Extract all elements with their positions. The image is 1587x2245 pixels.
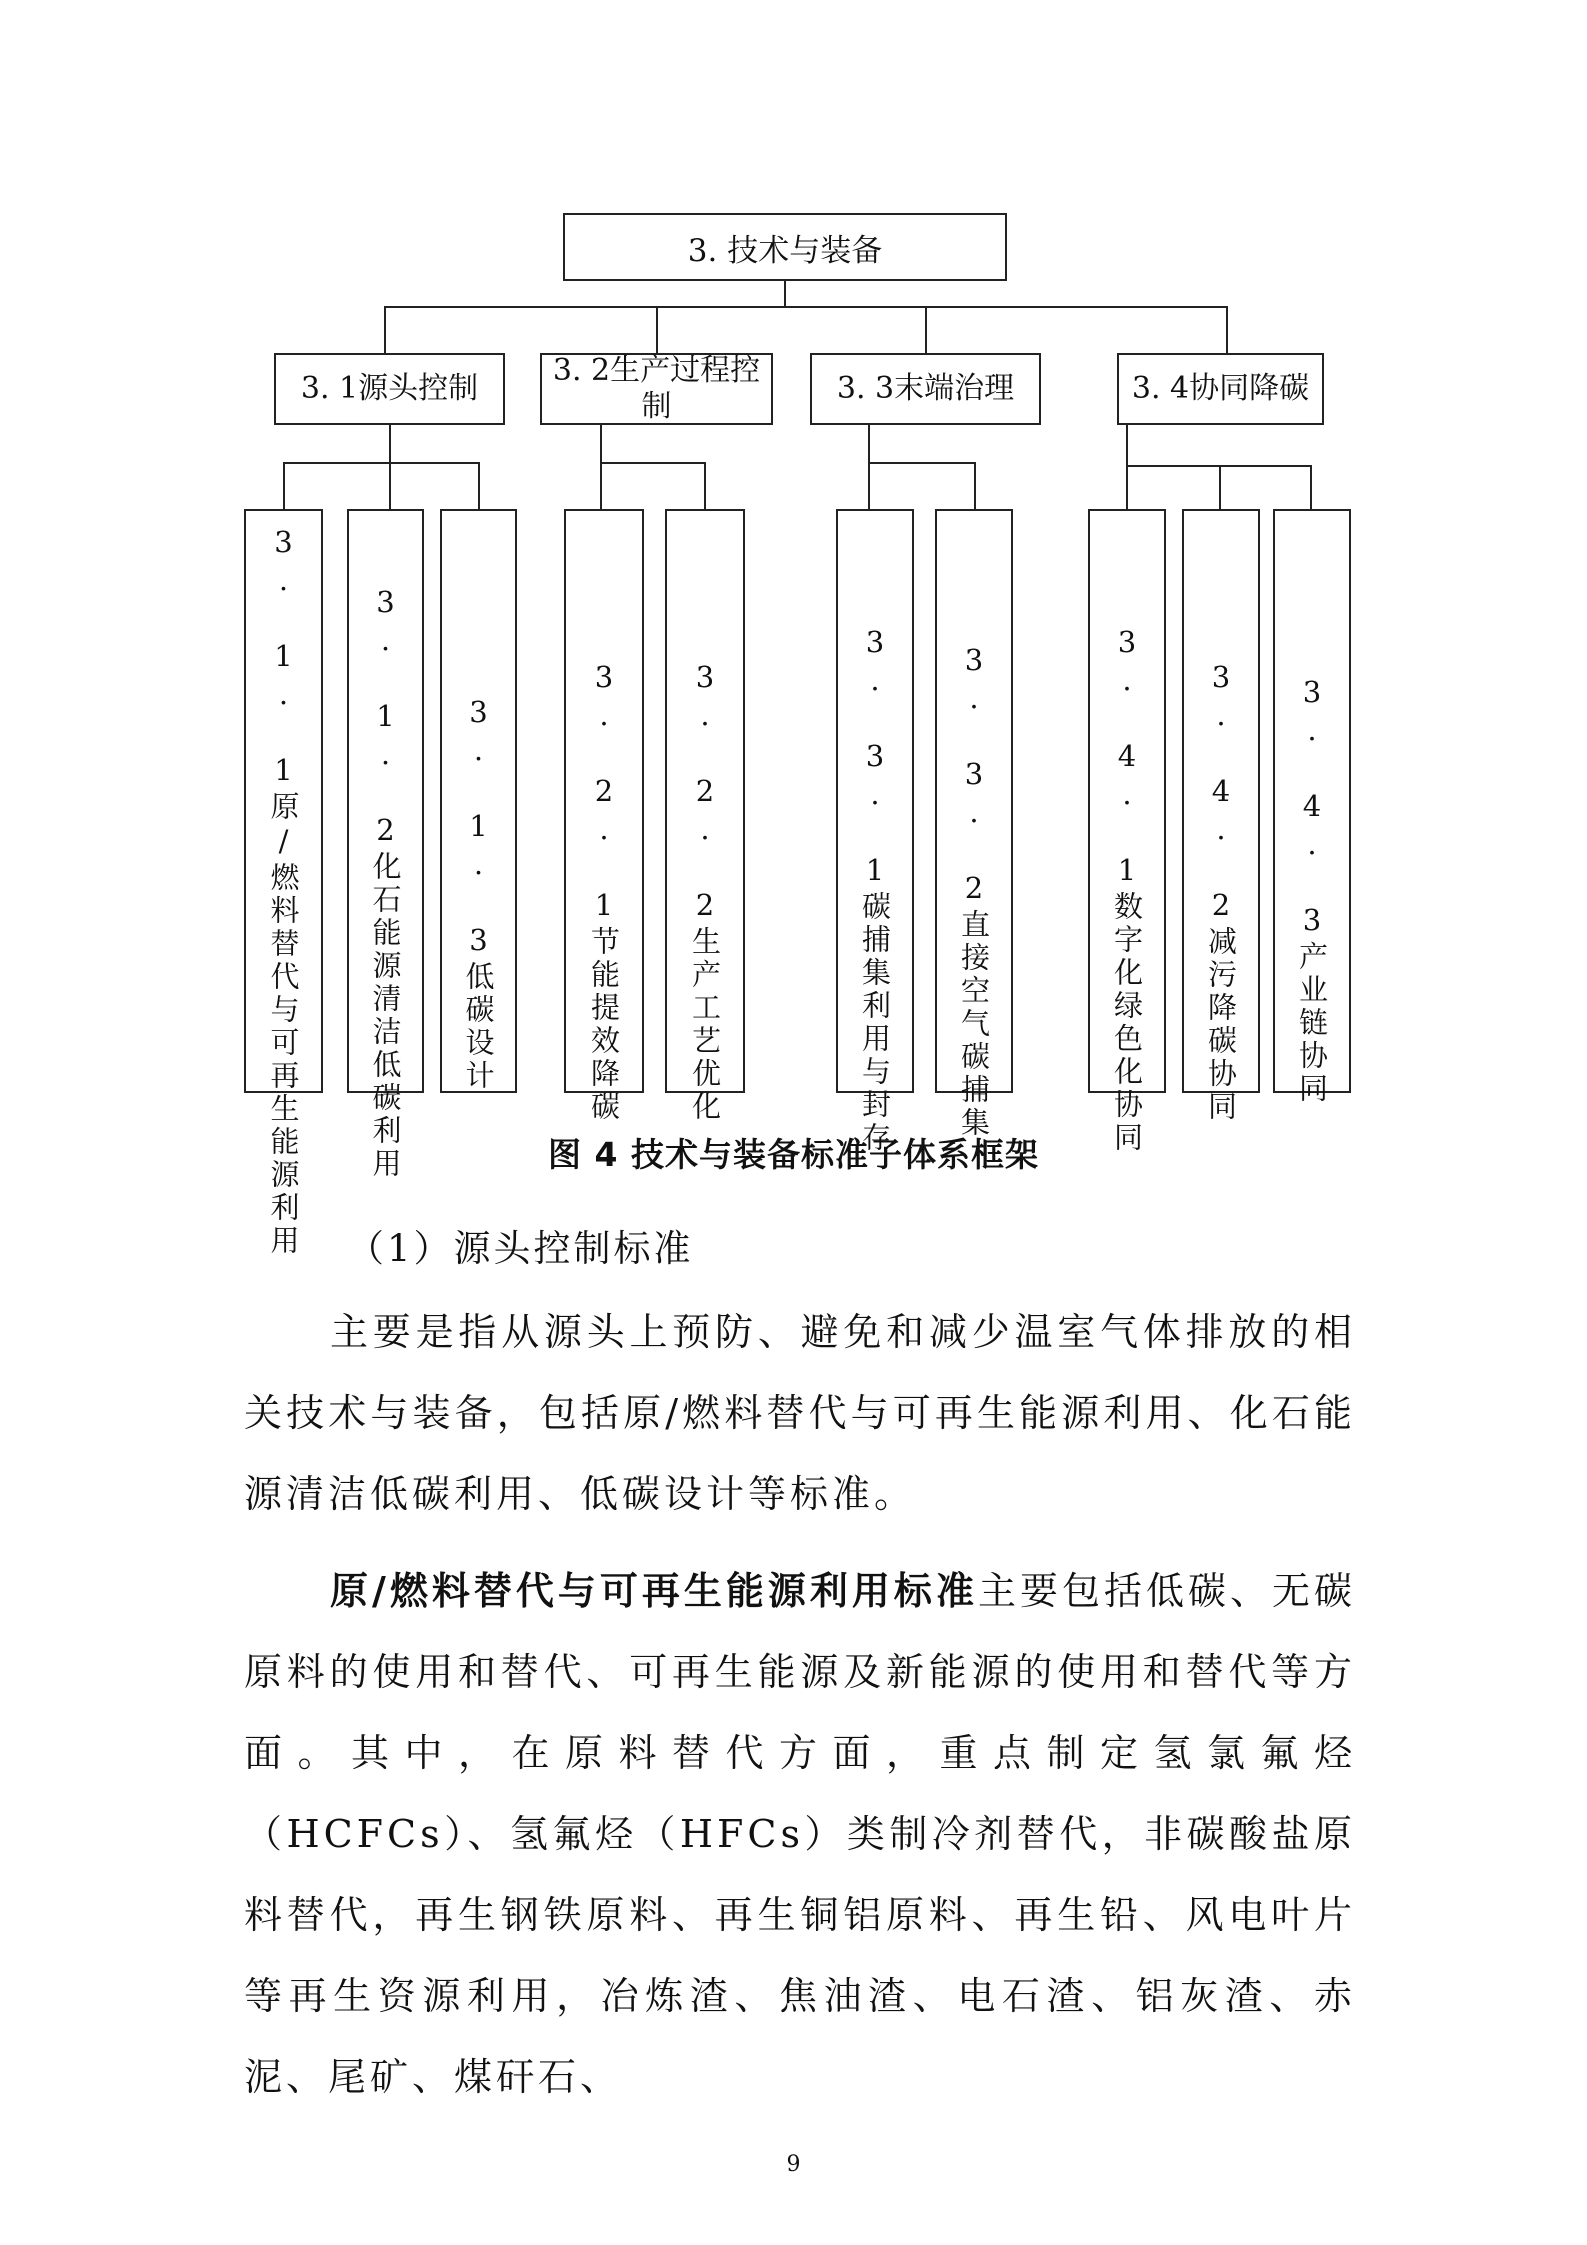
leaf-node	[244, 509, 323, 1258]
connector	[1126, 425, 1128, 509]
connector	[868, 425, 870, 509]
connector	[1219, 465, 1221, 509]
connector	[283, 462, 285, 509]
paragraph: 主要是指从源头上预防、避免和减少温室气体排放的相关技术与装备，包括原/燃料替代与可再生能源利用、化石能源清洁低碳利用、低碳设计等标准。	[244, 1310, 1356, 1516]
leaf-node-label: 3. 1. 3低碳设计	[461, 695, 496, 1093]
leaf-node	[440, 509, 517, 1093]
leaf-node-label: 3. 2. 1节能提效降碳	[587, 660, 621, 1124]
connector	[283, 462, 480, 464]
leaf-node-label: 3. 2. 2生产工艺优化	[688, 660, 722, 1124]
paragraph-text: 主要包括低碳、无碳原料的使用和替代、可再生能源及新能源的使用和替代等方面。其中，在原料替代方面，重点制定氢氯氟烃（HCFCs）、氢氟烃（HFCs）类制冷剂替代，非碳酸盐原料替代，再生钢铁原料、再生铜铝原料、再生铅、风电叶片等再生资源利用，冶炼渣、焦油渣、电石渣、铝灰渣、赤泥、尾矿、煤矸石、	[244, 1569, 1356, 2099]
leaf-node-label: 3. 4. 2减污降碳协同	[1204, 660, 1238, 1124]
leaf-node-label: 3. 1. 1原/燃料替代与可再生能源利用	[266, 525, 301, 1258]
figure-caption: 图 4 技术与装备标准子体系框架	[548, 1135, 1039, 1174]
leaf-node-label: 3. 3. 1碳捕集利用与封存	[858, 625, 892, 1155]
connector	[600, 425, 602, 509]
connector	[389, 425, 391, 463]
group-node-label: 3. 4协同降碳	[1131, 371, 1310, 406]
section-heading: （1）源头控制标准	[347, 1227, 694, 1270]
leaf-node-label: 3. 1. 2化石能源清洁低碳利用	[368, 585, 403, 1181]
connector	[974, 462, 976, 509]
leaf-node	[935, 509, 1013, 1140]
leaf-node	[1182, 509, 1260, 1124]
leaf-node	[347, 509, 424, 1181]
paragraph	[244, 1551, 1356, 2118]
connector	[1226, 306, 1228, 353]
connector	[868, 462, 976, 464]
connector	[656, 306, 658, 353]
connector	[384, 306, 386, 353]
paragraph-bold-lead: 原/燃料替代与可再生能源利用标准	[330, 1569, 978, 1613]
connector	[384, 306, 1228, 308]
group-node-process-control	[540, 353, 773, 425]
connector	[784, 281, 786, 307]
root-node	[563, 213, 1007, 281]
leaf-node	[1088, 509, 1166, 1155]
connector	[600, 462, 706, 464]
connector	[1310, 465, 1312, 509]
connector	[704, 462, 706, 509]
group-node-label: 3. 2生产过程控制	[552, 353, 761, 424]
group-node-label: 3. 3末端治理	[836, 371, 1015, 406]
root-node-label: 3. 技术与装备	[687, 232, 883, 269]
connector	[478, 462, 480, 509]
leaf-node-label: 3. 4. 1数字化绿色化协同	[1110, 625, 1144, 1155]
group-node-synergy	[1117, 353, 1324, 425]
leaf-node	[665, 509, 745, 1124]
leaf-node	[1273, 509, 1351, 1106]
connector	[925, 306, 927, 353]
connector	[389, 462, 391, 509]
leaf-node-label: 3. 4. 3产业链协同	[1295, 675, 1329, 1106]
page-number: 9	[786, 2152, 801, 2177]
group-node-label: 3. 1源头控制	[300, 371, 479, 406]
leaf-node-label: 3. 3. 2直接空气碳捕集	[957, 643, 991, 1140]
leaf-node	[564, 509, 644, 1124]
group-node-end-treatment	[810, 353, 1041, 425]
group-node-source-control	[274, 353, 505, 425]
leaf-node	[836, 509, 914, 1155]
